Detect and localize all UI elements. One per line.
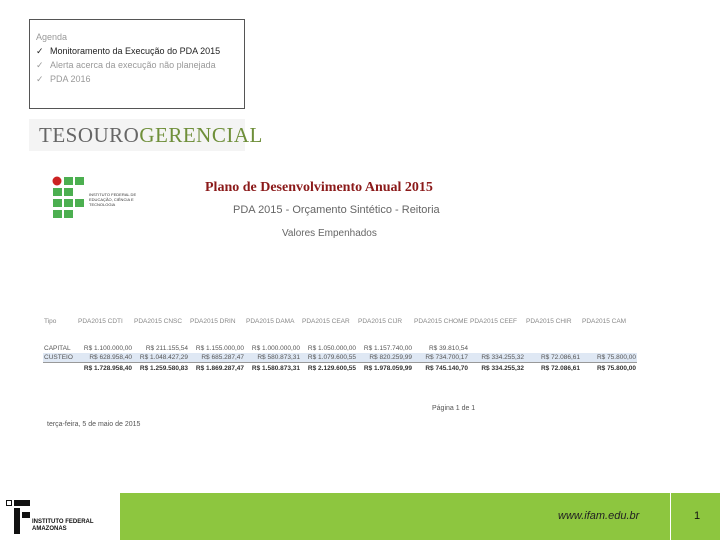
report-subtitle-values: Valores Empenhados	[282, 228, 377, 239]
report-date: terça-feira, 5 de maio de 2015	[47, 421, 141, 428]
column-header: PDA2015 CIJR	[358, 318, 403, 325]
table-cell	[581, 344, 637, 353]
report-page-indicator: Página 1 de 1	[432, 405, 476, 412]
institution-name: INSTITUTO FEDERAL AMAZONAS	[32, 519, 94, 532]
table-cell: R$ 1.157.740,00	[363, 345, 412, 352]
agenda-item-label: PDA 2016	[50, 74, 91, 84]
report-subtitle: PDA 2015 - Orçamento Sintético - Reitoria	[233, 204, 440, 216]
column-header: PDA2015 CNSC	[134, 318, 183, 325]
table-cell: R$ 72.086,61	[525, 363, 581, 374]
row-label: CAPITAL	[44, 345, 71, 352]
agenda-item	[36, 44, 244, 58]
ifam-grid-icon	[52, 176, 86, 222]
table-row-total	[43, 363, 637, 374]
table-cell: R$ 2.129.600,55	[301, 363, 357, 374]
table-header-row	[43, 318, 637, 332]
ifam-report-logo	[52, 176, 149, 222]
table-cell: R$ 1.869.287,47	[189, 363, 245, 374]
report-title: Plano de Desenvolvimento Anual 2015	[205, 180, 433, 195]
check-icon: ✓	[36, 74, 44, 84]
table-cell: R$ 1.000.000,00	[251, 345, 300, 352]
table-cell: R$ 75.800,00	[581, 363, 637, 374]
check-icon: ✓	[36, 60, 44, 70]
column-header: PDA2015 CHIR	[526, 318, 572, 325]
table-cell: R$ 580.873,31	[245, 353, 301, 363]
ifam-logo-text: INSTITUTO FEDERAL DE EDUCAÇÃO, CIÊNCIA E TECNOLOGIA	[89, 191, 137, 207]
column-header: PDA2015 CEAR	[302, 318, 350, 325]
table-cell: R$ 1.978.059,99	[357, 363, 413, 374]
table-cell: R$ 1.580.873,31	[245, 363, 301, 374]
website-url[interactable]: www.ifam.edu.br	[558, 510, 640, 522]
table-cell: R$ 1.155.000,00	[195, 345, 244, 352]
column-header: PDA2015 CHOME	[414, 318, 468, 325]
column-header: Tipo	[44, 318, 57, 325]
table-cell: R$ 1.048.427,29	[133, 353, 189, 363]
tesouro-gerencial-logo	[29, 119, 263, 151]
table-cell: R$ 39.810,54	[428, 345, 468, 352]
column-header: PDA2015 CEEF	[470, 318, 517, 325]
table-cell: R$ 334.255,32	[469, 353, 525, 363]
table-cell: R$ 211.155,54	[145, 345, 188, 352]
table-cell: R$ 334.255,32	[469, 363, 525, 374]
table-cell	[469, 344, 525, 353]
table-cell: R$ 1.728.958,40	[77, 363, 133, 374]
table-cell: R$ 75.800,00	[581, 353, 637, 363]
table-cell: R$ 734.700,17	[413, 353, 469, 363]
agenda-item-label: Monitoramento da Execução do PDA 2015	[50, 46, 221, 56]
table-cell: R$ 1.259.580,83	[133, 363, 189, 374]
row-label: CUSTEIO	[43, 353, 77, 363]
table-cell: R$ 820.259,99	[357, 353, 413, 363]
table-cell: R$ 1.100.000,00	[83, 345, 132, 352]
table-cell: R$ 745.140,70	[413, 363, 469, 374]
agenda-title: Agenda	[36, 32, 68, 42]
check-icon: ✓	[36, 46, 44, 56]
table-spacer-row	[43, 332, 637, 344]
table-row-custeio	[43, 353, 637, 363]
table-row-capital	[43, 344, 637, 353]
column-header: PDA2015 CAM	[582, 318, 627, 325]
row-label	[43, 363, 77, 374]
pda-table	[43, 318, 637, 373]
column-header: PDA2015 CDTI	[78, 318, 123, 325]
table-cell: R$ 1.050.000,00	[307, 345, 356, 352]
footer-divider	[670, 493, 671, 540]
table-cell: R$ 72.086,61	[525, 353, 581, 363]
table-cell: R$ 628.958,40	[77, 353, 133, 363]
instituto-federal-logo-icon	[6, 500, 30, 534]
column-header: PDA2015 DRIN	[190, 318, 236, 325]
table-cell: R$ 1.079.600,55	[301, 353, 357, 363]
table-cell	[525, 344, 581, 353]
agenda-item-label: Alerta acerca da execução não planejada	[50, 60, 216, 70]
column-header: PDA2015 DAMA	[246, 318, 295, 325]
table-cell: R$ 685.287,47	[189, 353, 245, 363]
slide-page-number: 1	[694, 510, 701, 522]
agenda-item	[36, 58, 244, 72]
tesouro-gerencial-wordmark: TESOUROGERENCIAL	[39, 122, 263, 147]
agenda-item	[36, 72, 244, 86]
agenda-box	[29, 19, 245, 109]
